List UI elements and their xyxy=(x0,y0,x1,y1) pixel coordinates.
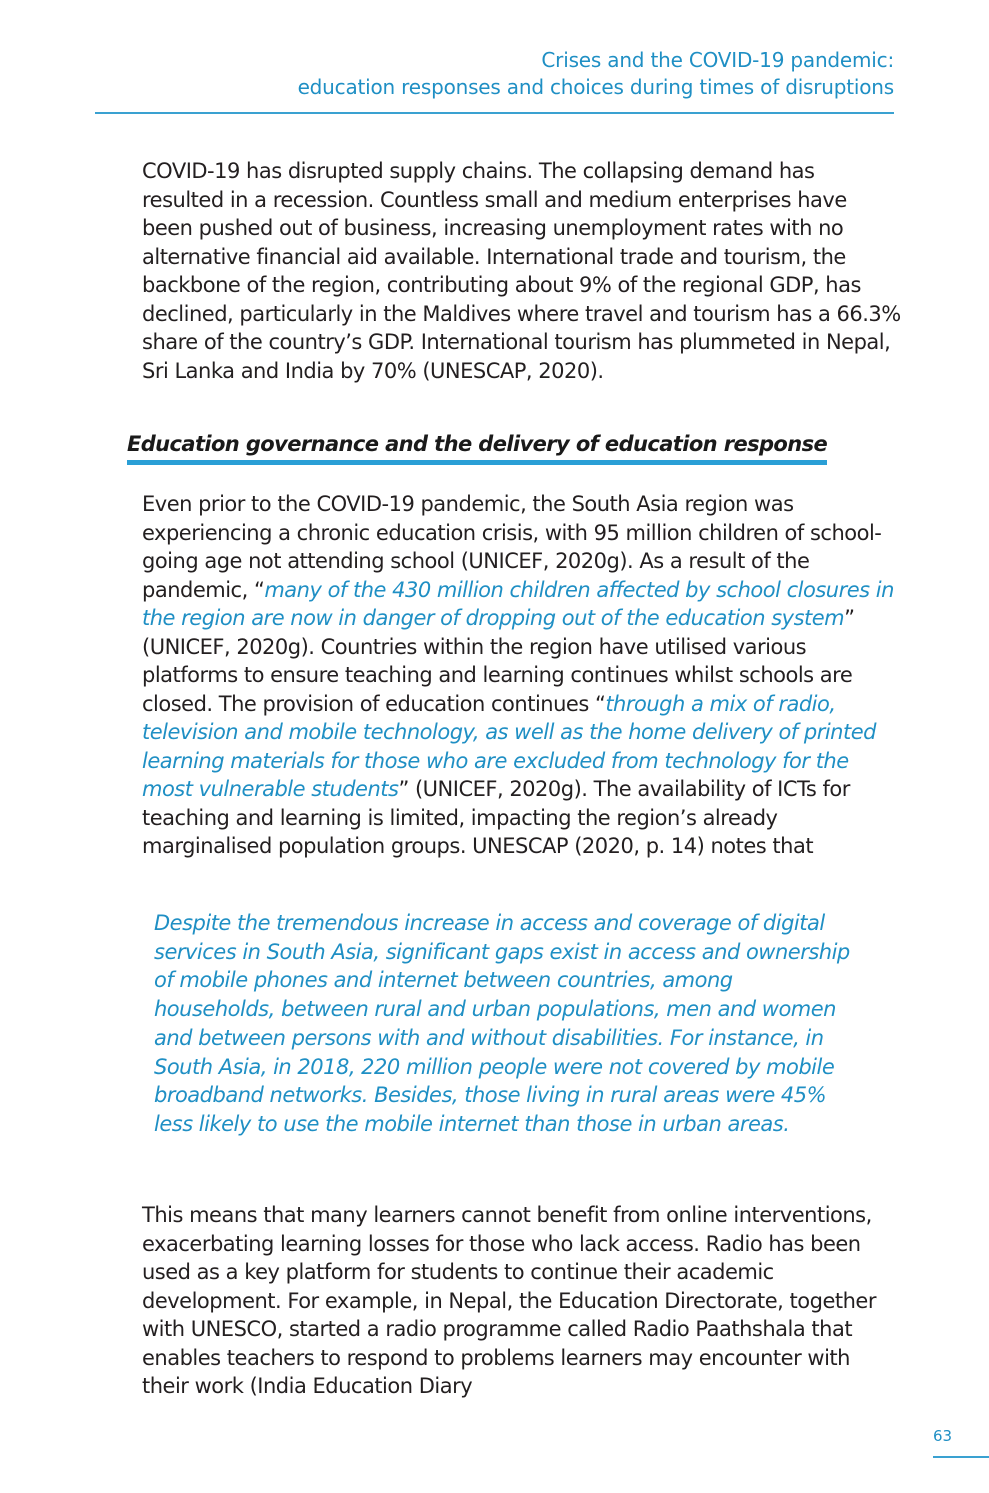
section-heading: Education governance and the delivery of education response xyxy=(127,430,827,465)
body-paragraph-economy: COVID-19 has disrupted supply chains. The collapsing demand has resulted in a recession. Countless small and medium enterprises have been pushed out of business, increasing unemployment rates with no alternative financial aid available. International trade and tourism, the backbone of the region, contributing about 9% of the regional GDP, has declined, particularly in the Maldives where travel and tourism has a 66.3% share of the country’s GDP. International tourism has plummeted in Nepal, Sri Lanka and India by 70% (UNESCAP, 2020). xyxy=(142,159,901,383)
inline-quote-delivery: through a mix of radio, television and mobile technology, as well as the home delivery of printed learning materials for those who are excluded from technology for the most vulnerable students xyxy=(142,691,876,801)
body-paragraph-radio: This means that many learners cannot benefit from online interventions, exacerbating learning losses for those who lack access. Radio has been used as a key platform for students to continue their academic development. For example, in Nepal, the Education Directorate, together with UNESCO, started a radio programme called Radio Paathshala that enables teachers to respond to problems learners may encounter with their work (India Education Diary xyxy=(142,1203,876,1398)
paragraph-text: ” (UNICEF, 2020g). The availability of ICTs for teaching and learning is limited, impacting the region’s already marginalised population groups. UNESCAP (2020, p. 14) notes that xyxy=(142,777,850,858)
running-header-line-2: education responses and choices during times of disruptions xyxy=(297,75,894,99)
running-header xyxy=(174,47,894,101)
page-number: 63 xyxy=(933,1427,953,1445)
header-divider xyxy=(95,112,894,114)
paragraph-text: ” (UNICEF, 2020g). Countries within the region have utilised various platforms to ensure teaching and learning continues whilst schools are closed. The provision of education continues “ xyxy=(142,606,855,716)
running-header-line-1: Crises and the COVID-19 pandemic: xyxy=(541,48,894,72)
body-paragraph-education-crisis xyxy=(142,490,902,861)
paragraph-text: Even prior to the COVID-19 pandemic, the South Asia region was experiencing a chronic education crisis, with 95 million children of school-going age not attending school (UNICEF, 2020g). As a result of the pandemic, “ xyxy=(142,492,882,602)
inline-quote-dropout: many of the 430 million children affected by school closures in the region are now in danger of dropping out of the education system xyxy=(142,577,894,630)
block-quote-unescap: Despite the tremendous increase in access and coverage of digital services in South Asia, significant gaps exist in access and ownership of mobile phones and internet between countries, among households, between rural and urban populations, men and women and between persons with and without disabilities. For instance, in South Asia, in 2018, 220 million people were not covered by mobile broadband networks. Besides, those living in rural areas were 45% less likely to use the mobile internet than those in urban areas. xyxy=(154,911,850,1136)
footer-divider xyxy=(933,1456,989,1458)
